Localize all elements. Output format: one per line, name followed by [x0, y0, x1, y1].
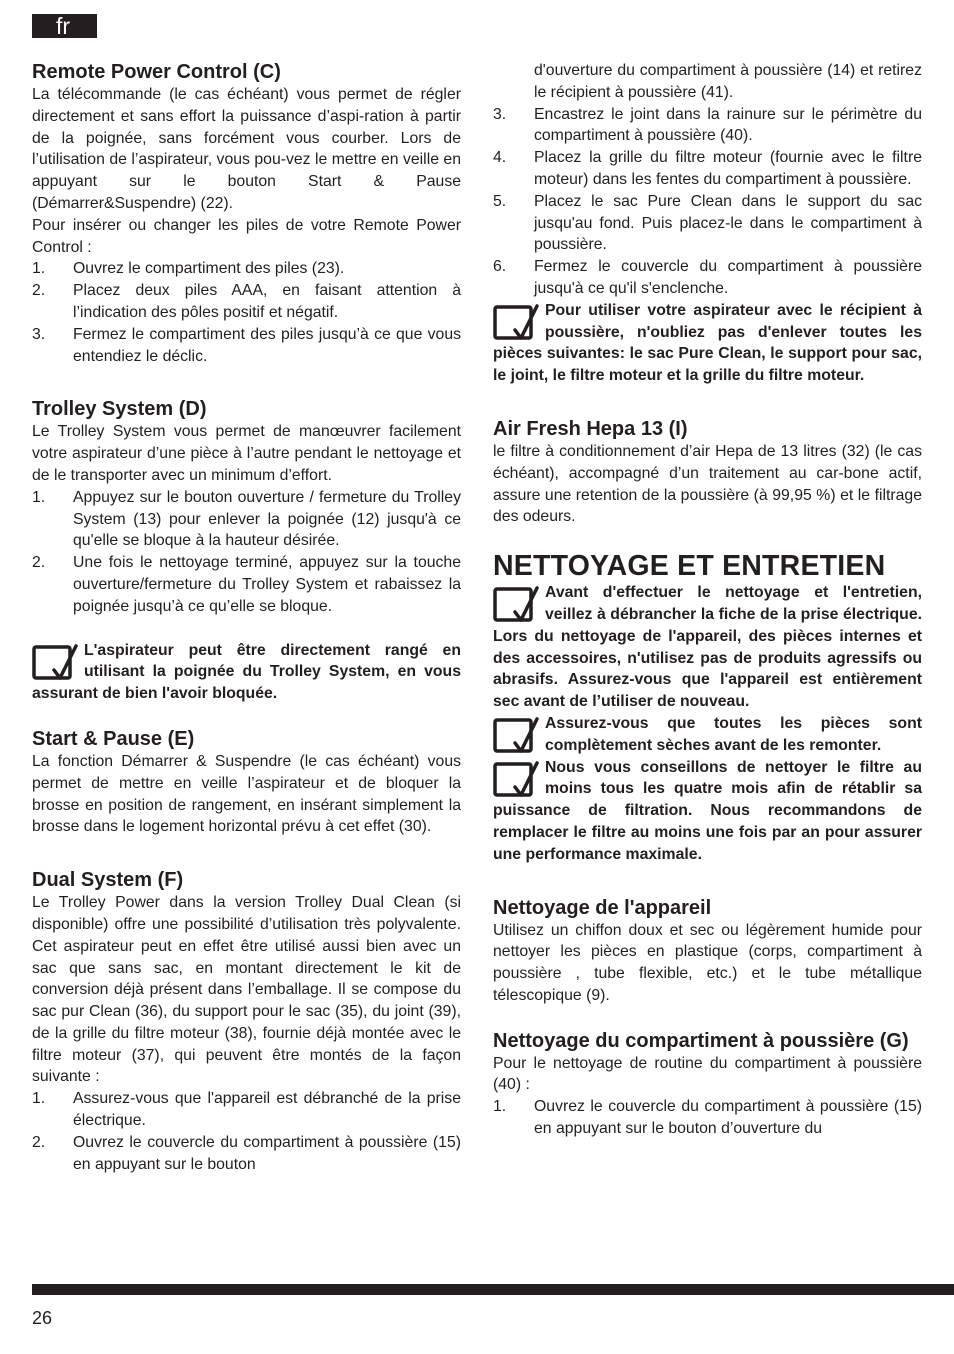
dual-steps-list: [32, 1088, 461, 1175]
checkbox-note-icon: [493, 584, 539, 624]
checkbox-note-icon: [493, 715, 539, 755]
remote-paragraph-2: Pour insérer ou changer les piles de votre Remote Power Control :: [32, 216, 461, 256]
left-column: [32, 60, 461, 1175]
hepa-paragraph-1: le filtre à conditionnement d’air Hepa de 13 litres (32) (le cas échéant), accompagné d’un traitement au car-bone actif, assure une retention de la poussière (à 99,95 %) et le filtrage des odeurs.: [493, 442, 922, 526]
list-item: 3. Fermez le compartiment des piles jusqu’à ce que vous entendiez le déclic.: [32, 325, 461, 365]
start-pause-heading: Start & Pause (E): [32, 727, 195, 750]
list-item: 2. Placez deux piles AAA, en faisant attention à l’indication des pôles positif et négatif.: [32, 282, 461, 321]
page-number: 26: [32, 1308, 53, 1328]
cleaning-note-3: [493, 757, 922, 866]
trolley-note: [32, 640, 461, 705]
trolley-system-heading: Trolley System (D): [32, 398, 207, 421]
language-tab: [32, 14, 97, 38]
device-paragraph-1: Utilisez un chiffon doux et sec ou légèrement humide pour nettoyer les pièces en plastique (corps, compartiment à poussière , tube flexible, etc.) et le tube métallique télescopique (9).: [493, 921, 922, 1004]
list-item: 4. Placez la grille du filtre moteur (fournie avec le filtre moteur) dans les fentes du compartiment à poussière.: [493, 149, 922, 188]
dust-steps-list: [493, 1096, 922, 1140]
dual-steps-list-continued: [493, 104, 922, 300]
dust-compartment-heading: Nettoyage du compartiment à poussière (G): [493, 1029, 909, 1052]
checkbox-note-icon: [32, 642, 78, 682]
list-item: 2. Ouvrez le couvercle du compartiment à poussière (15) en appuyant sur le bouton: [32, 1133, 461, 1173]
cleaning-note-1: [493, 582, 922, 713]
cleaning-maintenance-heading: NETTOYAGE ET ENTRETIEN: [493, 550, 886, 583]
checkbox-note-icon: [493, 302, 539, 342]
list-item: 6. Fermez le couvercle du compartiment à poussière jusqu'à ce qu'il s'enclenche.: [493, 258, 922, 297]
list-item: 1. Ouvrez le compartiment des piles (23).: [32, 260, 345, 278]
right-column: [493, 60, 922, 1140]
remote-steps-list: [32, 258, 461, 367]
remote-paragraph-1: La télécommande (le cas échéant) vous permet de régler directement et sans effort la puissance d’aspi-ration à partir de la poignée, sans forcément vous courber. Lors de l’utilisation de l’aspirateur, vous pou-vez le mettre en veille en appuyant sur le bouton Start & Pause (Démarrer&Suspendre) (22).: [32, 86, 461, 212]
cleaning-note-3-text: Nous vous conseillons de nettoyer le filtre au moins tous les quatre mois afin de rétablir sa puissance de filtration. Nous recommandons de remplacer le filtre au moins une fois par an pour assurer une performance maximale.: [493, 758, 922, 863]
air-fresh-hepa-heading: Air Fresh Hepa 13 (I): [493, 417, 688, 440]
list-item: 3. Encastrez le joint dans la rainure sur le périmètre du compartiment à poussière (40).: [493, 105, 922, 145]
list-item-continued: d'ouverture du compartiment à poussière (14) et retirez le récipient à poussière (41).: [534, 62, 922, 101]
footer-rule: [32, 1284, 954, 1295]
list-item: 2. Une fois le nettoyage terminé, appuyez sur la touche ouverture/fermeture du Trolley System et rabaissez la poignée jusqu’à ce qu’elle se bloque.: [32, 554, 461, 615]
language-label: fr: [56, 13, 71, 39]
cleaning-note-2: [493, 713, 922, 757]
trolley-steps-list: [32, 487, 461, 618]
dual-system-heading: Dual System (F): [32, 869, 184, 892]
cleaning-note-1-text: Avant d'effectuer le nettoyage et l'entretien, veillez à débrancher la fiche de la prise électrique. Lors du nettoyage de l'appareil, des pièces internes et des accessoires, n'utilisez pas de produits agressifs ou abrasifs. Assurez-vous que l'appareil est entièrement sec avant de l’utiliser de nouveau.: [493, 584, 922, 711]
dual-note-text: Pour utiliser votre aspirateur avec le récipient à poussière, n'oubliez pas d'enlever toutes les pièces suivantes: le sac Pure Clean, le support pour sac, le joint, le filtre moteur et la grille du filtre moteur.: [493, 301, 922, 385]
trolley-note-text: L'aspirateur peut être directement rangé en utilisant la poignée du Trolley System, en vous assurant de bien l'avoir bloquée.: [32, 641, 461, 703]
dual-note: [493, 300, 922, 387]
list-item: 5. Placez le sac Pure Clean dans le support du sac jusqu'au fond. Puis placez-le dans le compartiment à poussière.: [493, 192, 922, 254]
checkbox-note-icon: [493, 759, 539, 799]
list-item: 1. Appuyez sur le bouton ouverture / fermeture du Trolley System (13) pour enlever la poignée (12) jusqu'à ce qu'elle se bloque à la hauteur désirée.: [32, 488, 461, 550]
cleaning-note-2-text: Assurez-vous que toutes les pièces sont complètement sèches avant de les remonter.: [545, 714, 922, 754]
device-cleaning-heading: Nettoyage de l'appareil: [493, 896, 712, 919]
dual-paragraph-1: Le Trolley Power dans la version Trolley Dual Clean (si disponible) offre une possibilité d’utilisation très polyvalente. Cet aspirateur peut en effet être utilisé aussi bien avec un sac que sans sac, en montant directement le kit de conversion déjà présent dans l’emballage. Il se compose du sac pur Clean (36), du support pour le sac (35), du joint (39), de la grille du filtre moteur (38), fournie déjà montée avec le filtre moteur (37), qui peuvent être montés de la façon suivante :: [32, 894, 461, 1086]
trolley-paragraph-1: Le Trolley System vous permet de manœuvrer facilement votre aspirateur d’une pièce à l’autre pendant le nettoyage et de le transporter avec un minimum d’effort.: [32, 423, 461, 484]
start-paragraph-1: La fonction Démarrer & Suspendre (le cas échéant) vous permet de mettre en veille l’aspirateur et de bloquer la brosse en position de rangement, en insérant simplement la brosse dans le logement horizontal prévu à cet effet (30).: [32, 752, 461, 836]
list-item: 1. Ouvrez le couvercle du compartiment à poussière (15) en appuyant sur le bouton d’ouverture du: [493, 1098, 922, 1138]
dust-paragraph-1: Pour le nettoyage de routine du compartiment à poussière (40) :: [493, 1054, 922, 1094]
list-item: 1. Assurez-vous que l'appareil est débranché de la prise électrique.: [32, 1090, 461, 1130]
remote-power-control-heading: Remote Power Control (C): [32, 61, 281, 83]
